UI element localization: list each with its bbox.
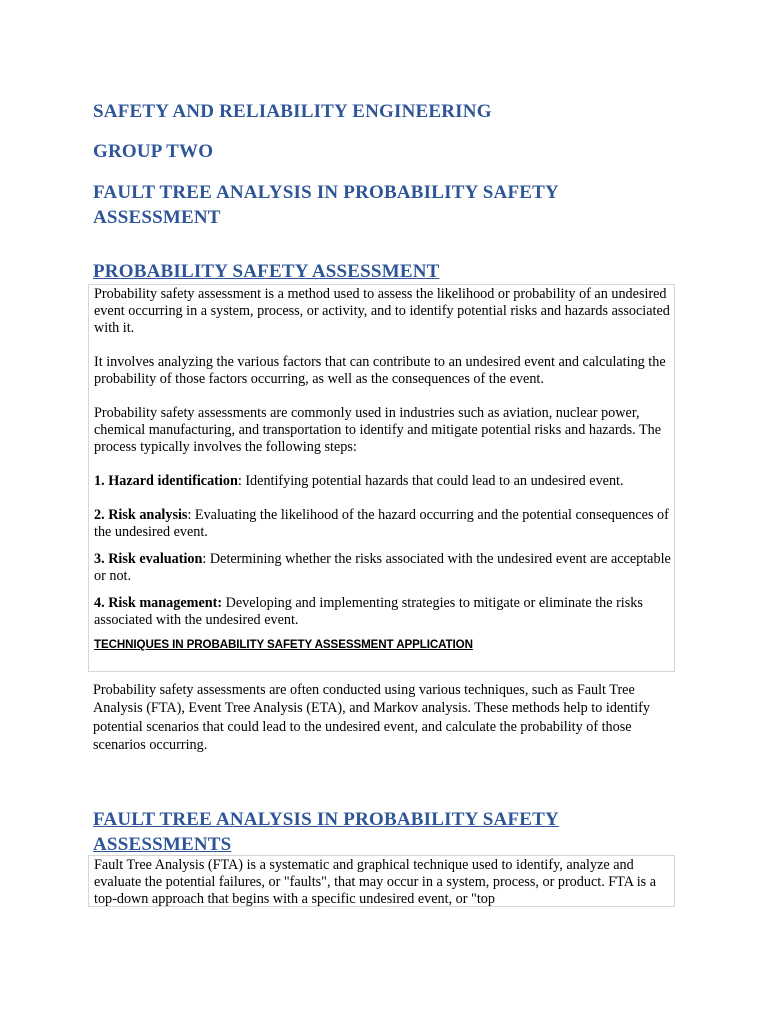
step-label: 2. Risk analysis [94,507,188,523]
fta-title-heading: FAULT TREE ANALYSIS IN PROBABILITY SAFETY ASSESSMENT [93,182,559,228]
fta-section-heading: FAULT TREE ANALYSIS IN PROBABILITY SAFETY ASSESSMENTS [93,809,559,855]
step-hazard-identification [94,473,674,490]
step-label: 1. Hazard identification [94,473,238,489]
step-text: Developing and implementing strategies to mitigate or eliminate the risks associated with the undesired event. [94,595,643,628]
techniques-heading: TECHNIQUES IN PROBABILITY SAFETY ASSESSMENT APPLICATION [94,638,473,651]
step-label: 4. Risk management: [94,595,223,611]
group-heading: GROUP TWO [93,141,214,162]
step-risk-management [94,595,674,629]
step-risk-evaluation [94,551,674,585]
step-label: 3. Risk evaluation [94,551,203,567]
fta-paragraph-1: Fault Tree Analysis (FTA) is a systematic and graphical technique used to identify, analyze and evaluate the potential failures, or "faults", that may occur in a system, process, or product. FTA is a top-down approach that begins with a specific undesired event, or "top [94,857,657,907]
step-text: : Evaluating the likelihood of the hazard occurring and the potential consequences of the undesired event. [94,507,669,540]
document-title: SAFETY AND RELIABILITY ENGINEERING [93,101,492,122]
step-risk-analysis [94,507,674,541]
psa-paragraph-2: It involves analyzing the various factors that can contribute to an undesired event and calculating the probability of those factors occurring, as well as the consequences of the event. [94,354,666,387]
psa-paragraph-3: Probability safety assessments are commonly used in industries such as aviation, nuclear power, chemical manufacturing, and transportation to identify and mitigate potential risks and hazards. The process typically involves the following steps: [94,405,662,455]
techniques-paragraph: Probability safety assessments are often conducted using various techniques, such as Fault Tree Analysis (FTA), Event Tree Analysis (ETA), and Markov analysis. These methods help to identify potential scenarios that could lead to the undesired event, and calculate the probability of those scenarios occurring. [93,682,651,753]
step-text: : Determining whether the risks associated with the undesired event are acceptable or not. [94,551,671,584]
psa-section-heading: PROBABILITY SAFETY ASSESSMENT [93,261,440,282]
step-text: : Identifying potential hazards that could lead to an undesired event. [237,473,624,489]
psa-text-box [88,284,675,672]
psa-paragraph-1: Probability safety assessment is a method used to assess the likelihood or probability of an undesired event occurring in a system, process, or activity, and to identify potential risks and hazards associated with it. [94,286,670,336]
fta-text-box [88,855,675,907]
